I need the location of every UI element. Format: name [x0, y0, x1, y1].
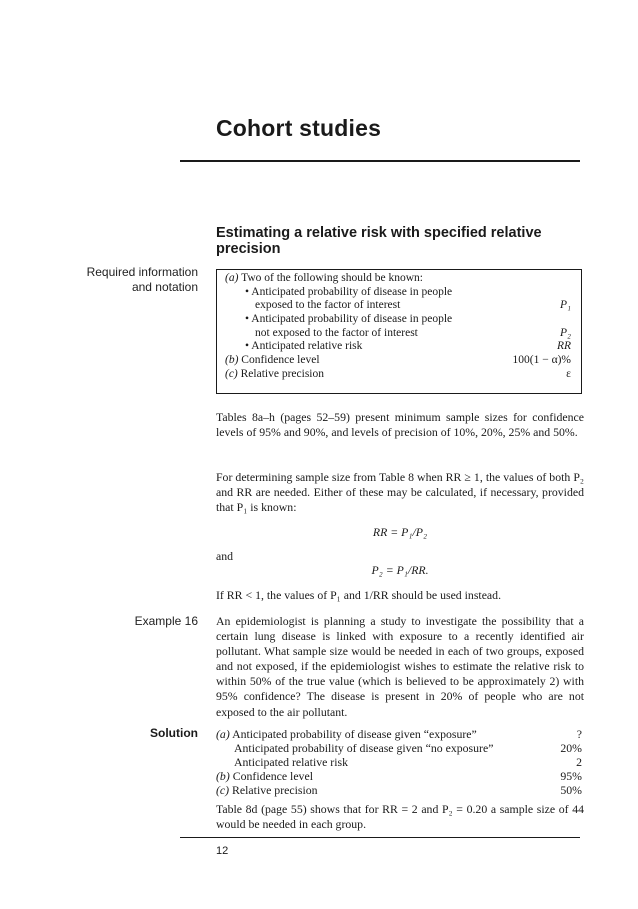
box-bullet-2-line-1: • Anticipated probability of disease in people [245, 313, 453, 326]
solution-line-a2: Anticipated probability of disease given “no exposure” 20% [234, 741, 582, 755]
box-line-c: (c) Relative precision ε [225, 367, 571, 380]
solution-value-precision: 50% [560, 783, 582, 797]
box-bullet-3: • Anticipated relative risk RR [245, 340, 571, 353]
box-line-b: (b) Confidence level 100(1 − α)% [225, 354, 571, 367]
chapter-title: Cohort studies [216, 115, 382, 141]
equation-p2: P₂ = P₁/RR. [371, 563, 429, 577]
section-title: Estimating a relative risk with specified relative precision [216, 225, 542, 257]
solution-value-relative-risk: 2 [576, 755, 582, 769]
box-value-rr: RR [556, 340, 571, 353]
solution-line-a3: Anticipated relative risk 2 [234, 755, 582, 769]
box-label-a: (a) [225, 272, 239, 284]
bottom-rule [180, 837, 580, 838]
word-and: and [216, 549, 234, 563]
margin-label-solution: Solution [150, 726, 198, 740]
solution-line-b: (b) Confidence level 95% [216, 769, 582, 783]
solution-label-b: (b) [216, 769, 230, 783]
solution-value-exposure: ? [576, 727, 582, 741]
box-bullet-1-line-2: exposed to the factor of interest P₁ [255, 299, 571, 312]
solution-label-a: (a) [216, 727, 230, 741]
box-value-precision: ε [566, 367, 571, 380]
solution-label-c: (c) [216, 783, 230, 797]
box-text-a: Two of the following should be known: [241, 272, 423, 284]
solution-list [216, 727, 584, 797]
box-line-a [225, 272, 577, 286]
page-number: 12 [216, 845, 229, 857]
margin-label-example: Example 16 [134, 614, 198, 628]
margin-label-required-2: and notation [131, 280, 198, 294]
box-label-b: (b) [225, 354, 239, 367]
required-info-box [216, 269, 582, 394]
equation-rr: RR = P₁/P₂ [372, 525, 428, 539]
solution-line-a1: (a) Anticipated probability of disease given “exposure” ? [216, 727, 582, 741]
solution-value-confidence: 95% [560, 769, 582, 783]
solution-value-no-exposure: 20% [560, 741, 582, 755]
box-bullet-1-line-1: • Anticipated probability of disease in people [245, 285, 453, 298]
box-bullet-2-line-2: not exposed to the factor of interest P₂ [255, 326, 571, 339]
paragraph-tables: Tables 8a–h (pages 52–59) present minimum sample sizes for confidence levels of 95% and 90%, and levels of precision of 10%, 20%, 25% and 50%. [216, 410, 584, 439]
paragraph-conclusion: Table 8d (page 55) shows that for RR = 2 and P₂ = 0.20 a sample size of 44 would be needed in each group. [216, 802, 584, 831]
paragraph-determining: For determining sample size from Table 8 when RR ≥ 1, the values of both P₂ and RR are needed. Either of these may be calculated, if necessary, provided that P₁ is known: [216, 470, 584, 514]
box-value-p2: P₂ [559, 326, 571, 339]
box-value-p1: P₁ [559, 299, 571, 312]
paragraph-rr-less-than-one: If RR < 1, the values of P₁ and 1/RR should be used instead. [216, 588, 502, 602]
box-value-confidence: 100(1 − α)% [512, 354, 571, 367]
top-rule [180, 160, 580, 162]
solution-line-c: (c) Relative precision 50% [216, 783, 582, 797]
margin-label-required-1: Required information [86, 265, 198, 279]
example-text: An epidemiologist is planning a study to investigate the possibility that a certain lung disease is linked with exposure to a recently identified air pollutant. What sample size would be needed in each of two groups, exposed and not exposed, if the epidemiologist wishes to estimate the relative risk to within 50% of the true value (which is believed to be approximately 2) with 95% confidence? The disease is present in 20% of people who are not exposed to the air pollutant. [216, 614, 584, 719]
box-label-c: (c) [225, 367, 238, 380]
